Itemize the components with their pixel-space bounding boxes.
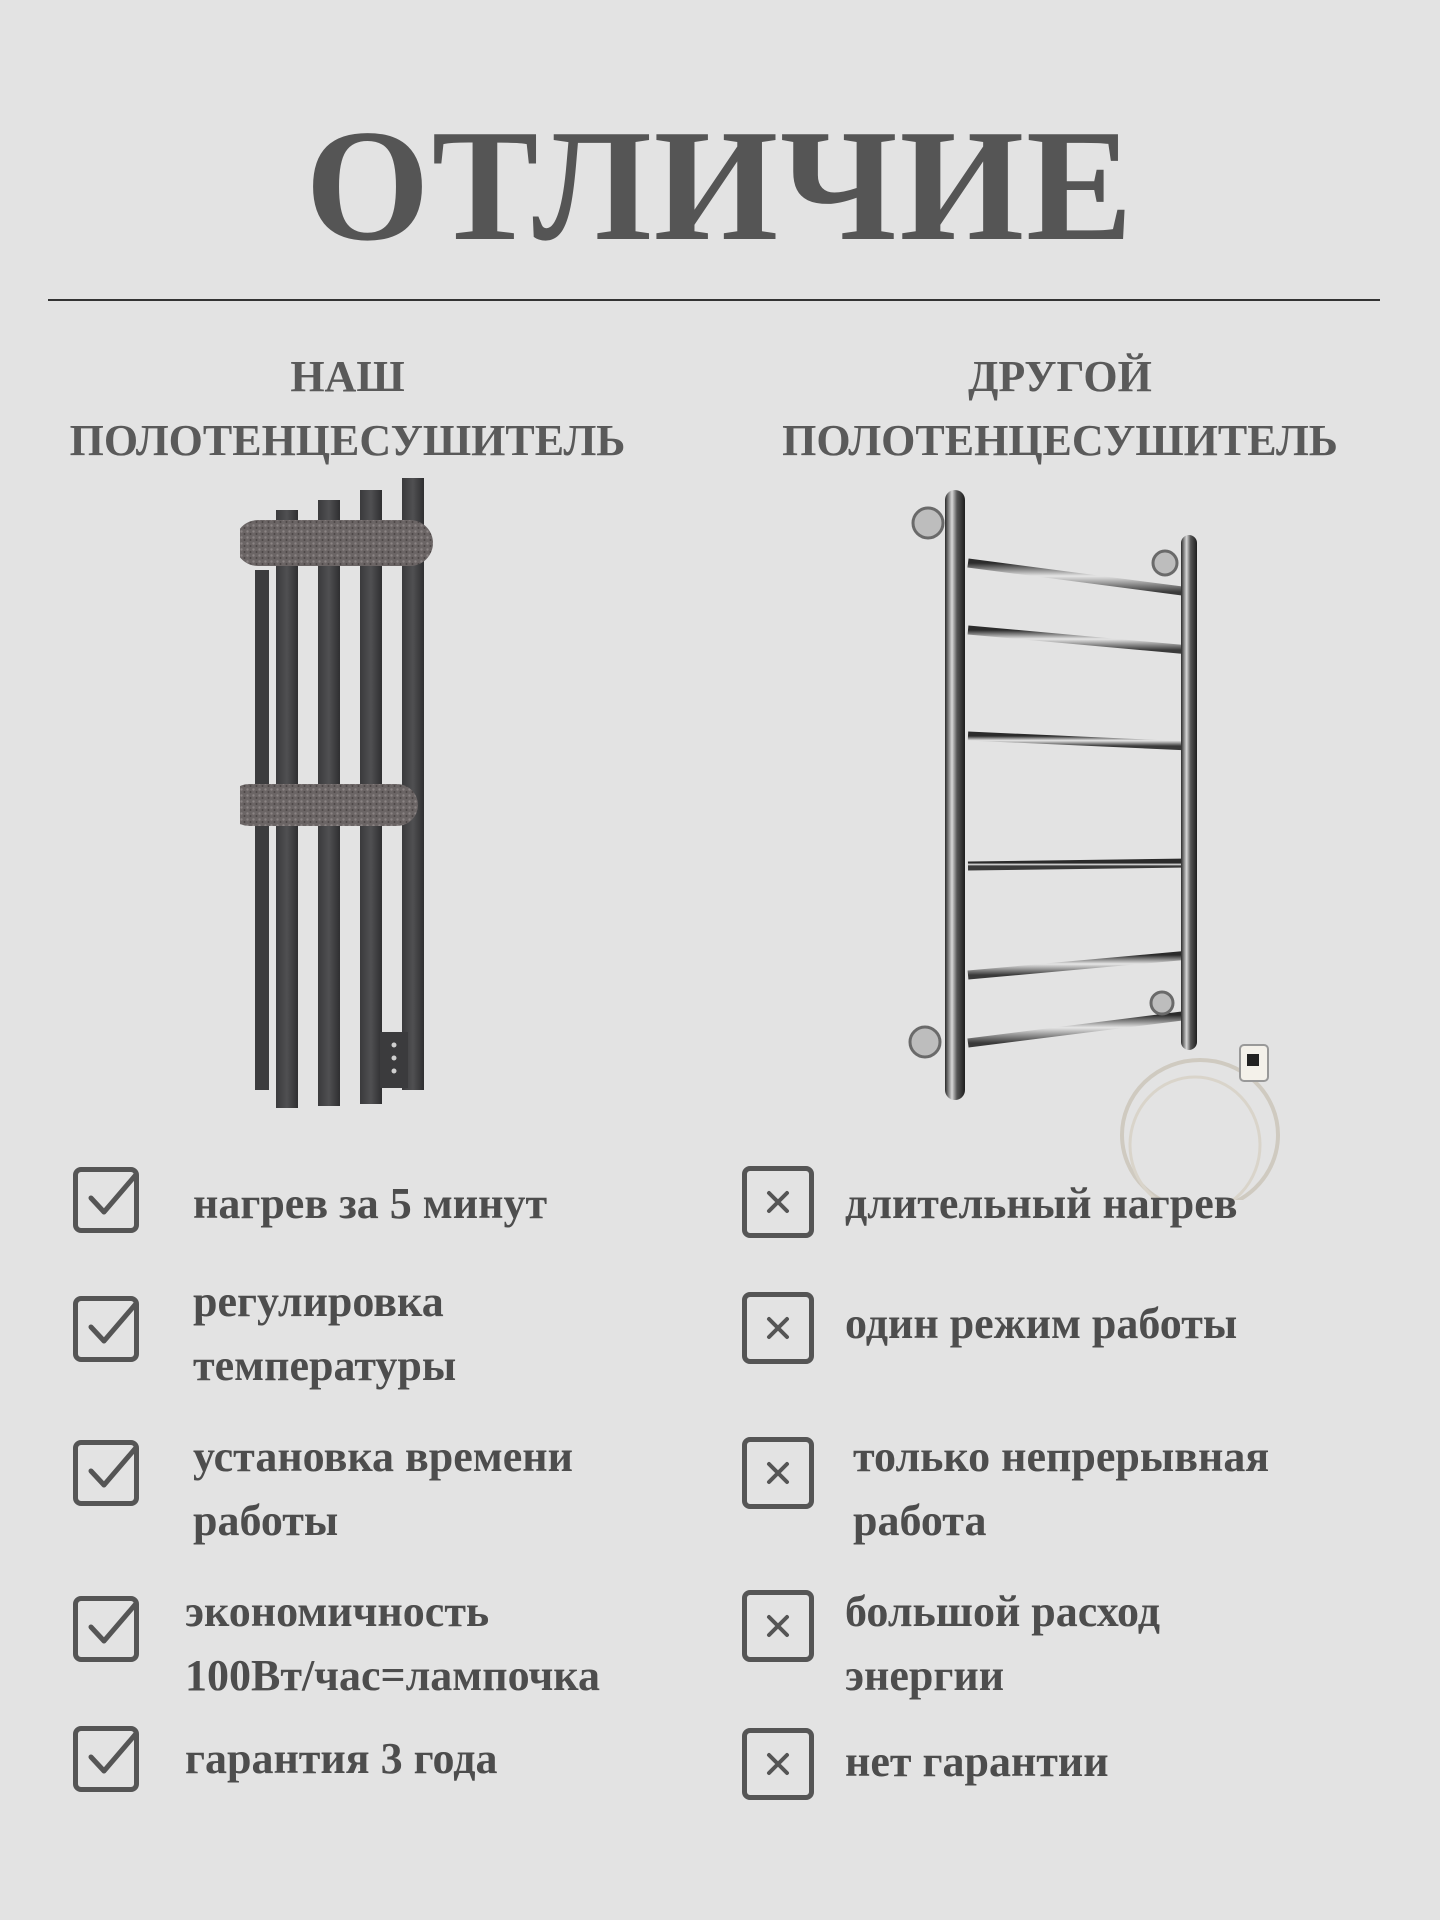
right-feature-1	[845, 1172, 1238, 1236]
right-heading-line2: ПОЛОТЕНЦЕСУШИТЕЛЬ	[782, 416, 1338, 465]
cross-icon	[742, 1166, 814, 1238]
feature-line: большой расход	[845, 1587, 1161, 1636]
feature-line: установка времени	[193, 1432, 573, 1481]
cross-icon	[742, 1437, 814, 1509]
feature-line: работы	[193, 1496, 339, 1545]
feature-line: температуры	[193, 1341, 457, 1390]
cross-icon	[742, 1292, 814, 1364]
feature-line: 100Вт/час=лампочка	[185, 1651, 600, 1700]
left-column-heading	[20, 345, 675, 473]
right-feature-3	[853, 1425, 1269, 1553]
right-feature-5	[845, 1730, 1109, 1794]
divider	[48, 299, 1380, 301]
check-icon	[73, 1596, 139, 1662]
check-icon	[73, 1726, 139, 1792]
our-towel-warmer-image	[240, 470, 460, 1110]
other-towel-warmer-image	[900, 480, 1300, 1200]
right-heading-line1: ДРУГОЙ	[968, 352, 1152, 401]
right-feature-4	[845, 1580, 1160, 1708]
left-feature-2	[193, 1270, 456, 1398]
feature-line: один режим работы	[845, 1299, 1238, 1348]
feature-line: длительный нагрев	[845, 1179, 1238, 1228]
left-feature-1	[193, 1172, 547, 1236]
cross-icon	[742, 1728, 814, 1800]
feature-line: энергии	[845, 1651, 1005, 1700]
feature-line: нагрев за 5 минут	[193, 1179, 548, 1228]
left-feature-4	[185, 1580, 600, 1708]
feature-line: работа	[853, 1496, 987, 1545]
right-feature-2	[845, 1292, 1237, 1356]
feature-line: экономичность	[185, 1587, 490, 1636]
left-feature-5	[185, 1727, 497, 1791]
cross-icon	[742, 1590, 814, 1662]
feature-line: нет гарантии	[845, 1737, 1109, 1786]
feature-line: регулировка	[193, 1277, 444, 1326]
feature-line: гарантия 3 года	[185, 1734, 498, 1783]
page-title: ОТЛИЧИЕ	[305, 96, 1135, 274]
left-heading-line2: ПОЛОТЕНЦЕСУШИТЕЛЬ	[69, 416, 626, 465]
check-icon	[73, 1296, 139, 1362]
right-column-heading	[740, 345, 1380, 473]
left-feature-3	[193, 1425, 573, 1553]
check-icon	[73, 1167, 139, 1233]
left-heading-line1: НАШ	[290, 352, 405, 401]
check-icon	[73, 1440, 139, 1506]
feature-line: только непрерывная	[853, 1432, 1270, 1481]
